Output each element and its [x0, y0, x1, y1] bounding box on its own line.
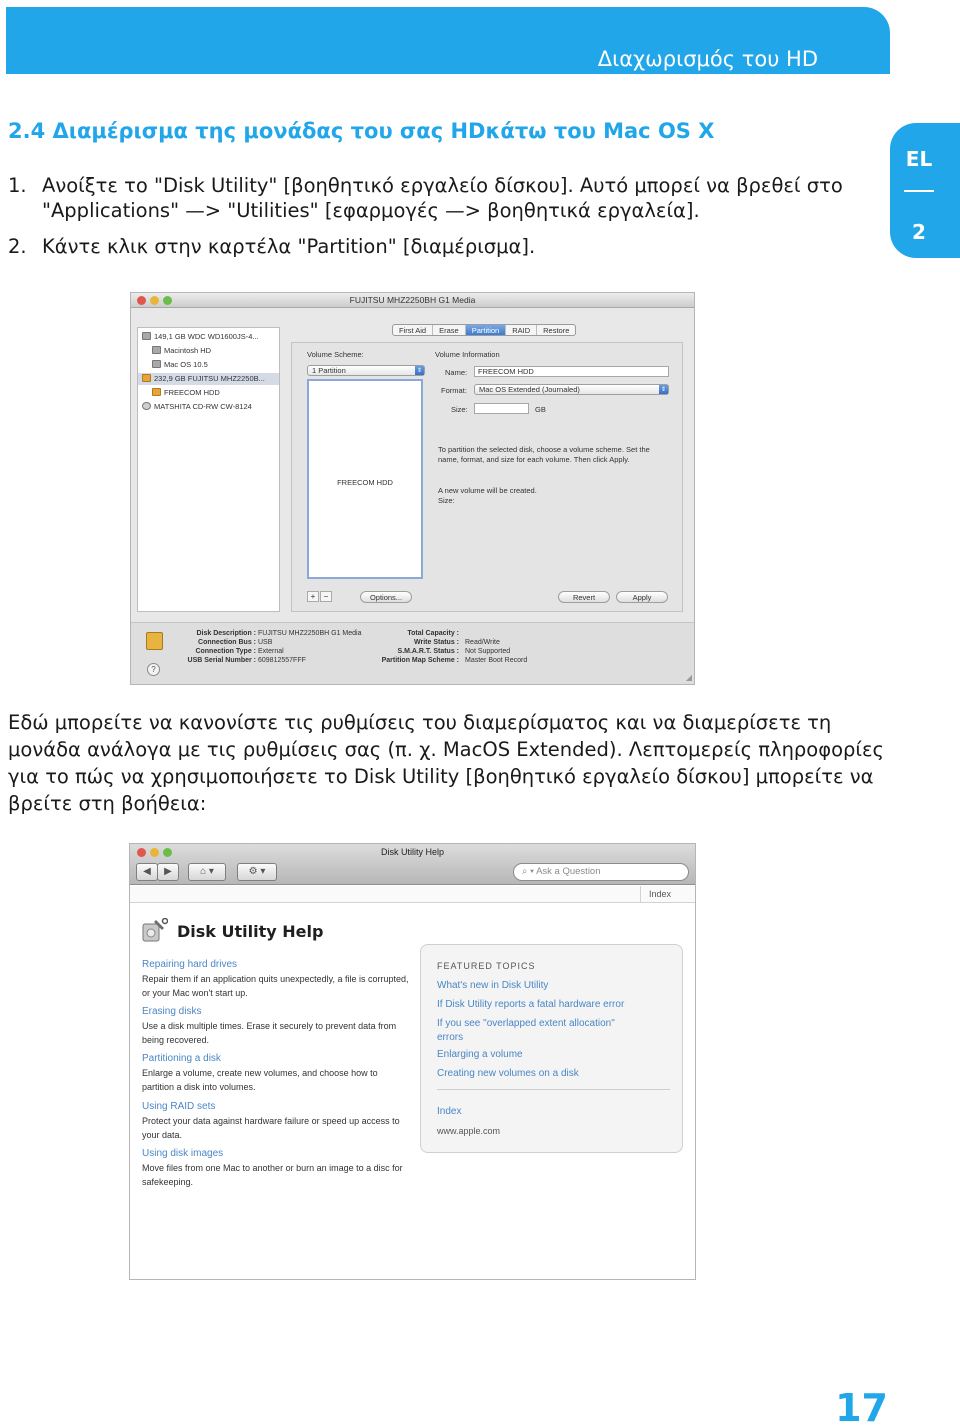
- format-popup[interactable]: Mac OS Extended (Journaled) ⇕: [474, 384, 669, 395]
- info-value: Master Boot Record: [465, 657, 528, 664]
- format-label: Format:: [441, 386, 467, 395]
- instructions-line: name, format, and size for each volume. Then click Apply.: [438, 455, 630, 464]
- topic-description: Protect your data against hardware failure or speed up access to your data.: [142, 1116, 400, 1140]
- forward-button[interactable]: [157, 863, 179, 881]
- page-number: 17: [835, 1386, 888, 1427]
- topic-link[interactable]: Using disk images: [142, 1148, 224, 1159]
- name-label: Name:: [445, 368, 468, 377]
- header-title: Διαχωρισμός του HD: [597, 47, 818, 71]
- volume-icon: [152, 346, 161, 354]
- featured-link[interactable]: errors: [437, 1032, 464, 1043]
- body-line: Εδώ μπορείτε να κανονίστε τις ρυθμίσεις του διαμερίσματος και να διαμερίσετε τη: [8, 711, 832, 734]
- index-bar: [130, 886, 695, 903]
- resize-grip-icon[interactable]: ◢: [685, 673, 692, 682]
- window-title: FUJITSU MHZ2250BH G1 Media: [349, 295, 476, 305]
- info-key: Connection Type :: [195, 648, 256, 655]
- add-partition-button[interactable]: +: [307, 591, 319, 602]
- disk-info-bar: [131, 622, 694, 684]
- topic-link[interactable]: Using RAID sets: [142, 1101, 216, 1112]
- language-code: EL: [905, 147, 933, 171]
- title-bar: [131, 293, 694, 308]
- info-value: Read/Write: [465, 639, 500, 646]
- volume-scheme-label: Volume Scheme:: [307, 350, 364, 359]
- volume-scheme-popup[interactable]: 1 Partition ⇕: [307, 365, 425, 376]
- tab-erase[interactable]: Erase: [433, 325, 466, 335]
- step-text: Ανοίξτε το "Disk Utility" [βοηθητικό εργαλείο δίσκου]. Αυτό μπορεί να βρεθεί στο: [42, 174, 843, 197]
- featured-link[interactable]: Creating new volumes on a disk: [437, 1068, 579, 1079]
- tab-restore[interactable]: Restore: [543, 326, 570, 335]
- popup-arrows-icon: ⇕: [660, 387, 667, 393]
- popup-arrows-icon: ⇕: [416, 368, 423, 374]
- featured-index-link[interactable]: Index: [437, 1106, 462, 1117]
- disk-list-item-selected[interactable]: 232,9 GB FUJITSU MHZ2250B...: [138, 373, 279, 385]
- partition-panel: [291, 342, 683, 612]
- disk-list-item[interactable]: MATSHITA CD-RW CW-8124: [142, 401, 252, 413]
- language-tab: [890, 123, 960, 258]
- search-icon: ⌕ ▾: [522, 866, 537, 877]
- disk-list-item[interactable]: Macintosh HD: [152, 345, 211, 357]
- step-2: [8, 233, 535, 260]
- step-number: 1.: [8, 174, 27, 197]
- index-link[interactable]: Index: [640, 886, 695, 903]
- help-viewer-screenshot: [129, 843, 696, 1280]
- action-menu-button[interactable]: [237, 863, 277, 881]
- size-label: Size:: [451, 405, 468, 414]
- partition-map[interactable]: [307, 379, 423, 579]
- external-disk-icon: [146, 632, 163, 650]
- step-1-continued: "Applications" —> "Utilities" [εφαρμογές —> βοηθητικά εργαλεία].: [42, 199, 700, 222]
- topic-link[interactable]: Repairing hard drives: [142, 959, 238, 970]
- step-1: [8, 172, 843, 199]
- body-line: για το πώς να χρησιμοποιήσετε το Disk Utility [βοηθητικό εργαλείο δίσκου] μπορείτε να: [8, 765, 874, 788]
- revert-button[interactable]: Revert: [558, 591, 610, 603]
- chapter-number: 2: [912, 220, 926, 244]
- partition-label: FREECOM HDD: [337, 478, 393, 487]
- tab-first-aid[interactable]: First Aid: [393, 325, 433, 335]
- disk-utility-screenshot: [130, 292, 695, 685]
- cd-drive-icon: [142, 402, 151, 410]
- disk-list-item[interactable]: Mac OS 10.5: [152, 359, 208, 371]
- language-divider: [904, 190, 934, 192]
- external-disk-icon: [142, 374, 151, 382]
- info-value: USB: [258, 639, 273, 646]
- info-value: External: [258, 648, 284, 655]
- home-button[interactable]: [188, 863, 226, 881]
- new-volume-size-label: Size:: [438, 496, 455, 505]
- topic-link[interactable]: Partitioning a disk: [142, 1053, 221, 1064]
- help-heading: Disk Utility Help: [177, 922, 324, 941]
- volume-icon: [152, 360, 161, 368]
- hard-disk-icon: [142, 332, 151, 340]
- info-value: Not Supported: [465, 648, 511, 655]
- topic-link[interactable]: Erasing disks: [142, 1006, 202, 1017]
- external-volume-icon: [152, 388, 161, 396]
- options-button[interactable]: Options...: [360, 591, 412, 603]
- gear-icon: ⚙ ▾: [248, 866, 266, 877]
- body-line: βρείτε στη βοήθεια:: [8, 792, 207, 815]
- search-input[interactable]: ⌕ ▾ Ask a Question: [513, 863, 689, 881]
- featured-link[interactable]: Enlarging a volume: [437, 1049, 523, 1060]
- featured-link[interactable]: What's new in Disk Utility: [437, 980, 549, 991]
- info-key: Partition Map Scheme :: [381, 657, 459, 664]
- remove-partition-button[interactable]: −: [320, 591, 332, 602]
- info-key: Connection Bus :: [198, 639, 256, 646]
- featured-topics-box: [420, 944, 683, 1153]
- info-key: Disk Description :: [196, 630, 256, 637]
- help-icon[interactable]: ?: [147, 663, 160, 676]
- info-key: Write Status :: [414, 639, 459, 646]
- topic-description: Use a disk multiple times. Erase it securely to prevent data from being recovered.: [142, 1021, 397, 1045]
- step-number: 2.: [8, 235, 27, 258]
- disk-list-item[interactable]: 149,1 GB WDC WD1600JS-4...: [142, 331, 259, 343]
- back-arrow-icon: ◀: [143, 866, 151, 877]
- apply-button[interactable]: Apply: [616, 591, 668, 603]
- volume-information-label: Volume Information: [435, 350, 500, 359]
- tab-raid[interactable]: RAID: [506, 325, 537, 335]
- section-title: 2.4 Διαμέρισμα της μονάδας του σας HDκάτω του Mac OS X: [8, 119, 715, 143]
- new-volume-note: A new volume will be created.: [438, 486, 537, 495]
- featured-divider: [437, 1089, 670, 1090]
- info-key: S.M.A.R.T. Status :: [397, 648, 459, 655]
- name-field[interactable]: FREECOM HDD: [474, 366, 669, 377]
- tab-bar: [392, 324, 576, 336]
- tab-partition[interactable]: Partition: [466, 325, 507, 335]
- back-button[interactable]: [136, 863, 158, 881]
- forward-arrow-icon: ▶: [164, 866, 172, 877]
- featured-link[interactable]: If Disk Utility reports a fatal hardware error: [437, 999, 625, 1010]
- header-bar: [6, 7, 890, 74]
- size-field[interactable]: [474, 403, 529, 414]
- info-value: 609812557FFF: [258, 657, 306, 664]
- disk-list-item[interactable]: FREECOM HDD: [152, 387, 220, 399]
- topic-description: Move files from one Mac to another or burn an image to a disc for safekeeping.: [142, 1163, 403, 1187]
- home-icon: ⌂ ▾: [200, 866, 214, 877]
- featured-link[interactable]: If you see "overlapped extent allocation": [437, 1018, 615, 1029]
- size-unit: GB: [535, 405, 546, 414]
- step-text: Κάντε κλικ στην καρτέλα "Partition" [διαμέρισμα].: [42, 235, 536, 258]
- featured-topics-heading: FEATURED TOPICS: [437, 961, 536, 971]
- info-value: FUJITSU MHZ2250BH G1 Media: [258, 630, 362, 637]
- apple-website-link[interactable]: www.apple.com: [437, 1126, 501, 1136]
- disk-utility-app-icon: [142, 918, 168, 942]
- topic-description: Repair them if an application quits unexpectedly, a file is corrupted, or your Mac won't start up.: [142, 974, 409, 998]
- help-toolbar: [130, 844, 695, 885]
- disk-list: [137, 327, 280, 612]
- info-key: Total Capacity :: [407, 630, 459, 637]
- help-window-title: Disk Utility Help: [380, 847, 444, 857]
- info-key: USB Serial Number :: [187, 657, 256, 664]
- instructions-line: To partition the selected disk, choose a volume scheme. Set the: [438, 445, 650, 454]
- topic-description: Enlarge a volume, create new volumes, and choose how to partition a disk into volumes.: [142, 1068, 378, 1092]
- body-line: μονάδα ανάλογα με τις ρυθμίσεις σας (π. χ. MacOS Extended). Λεπτομερείς πληροφορίες: [8, 738, 884, 761]
